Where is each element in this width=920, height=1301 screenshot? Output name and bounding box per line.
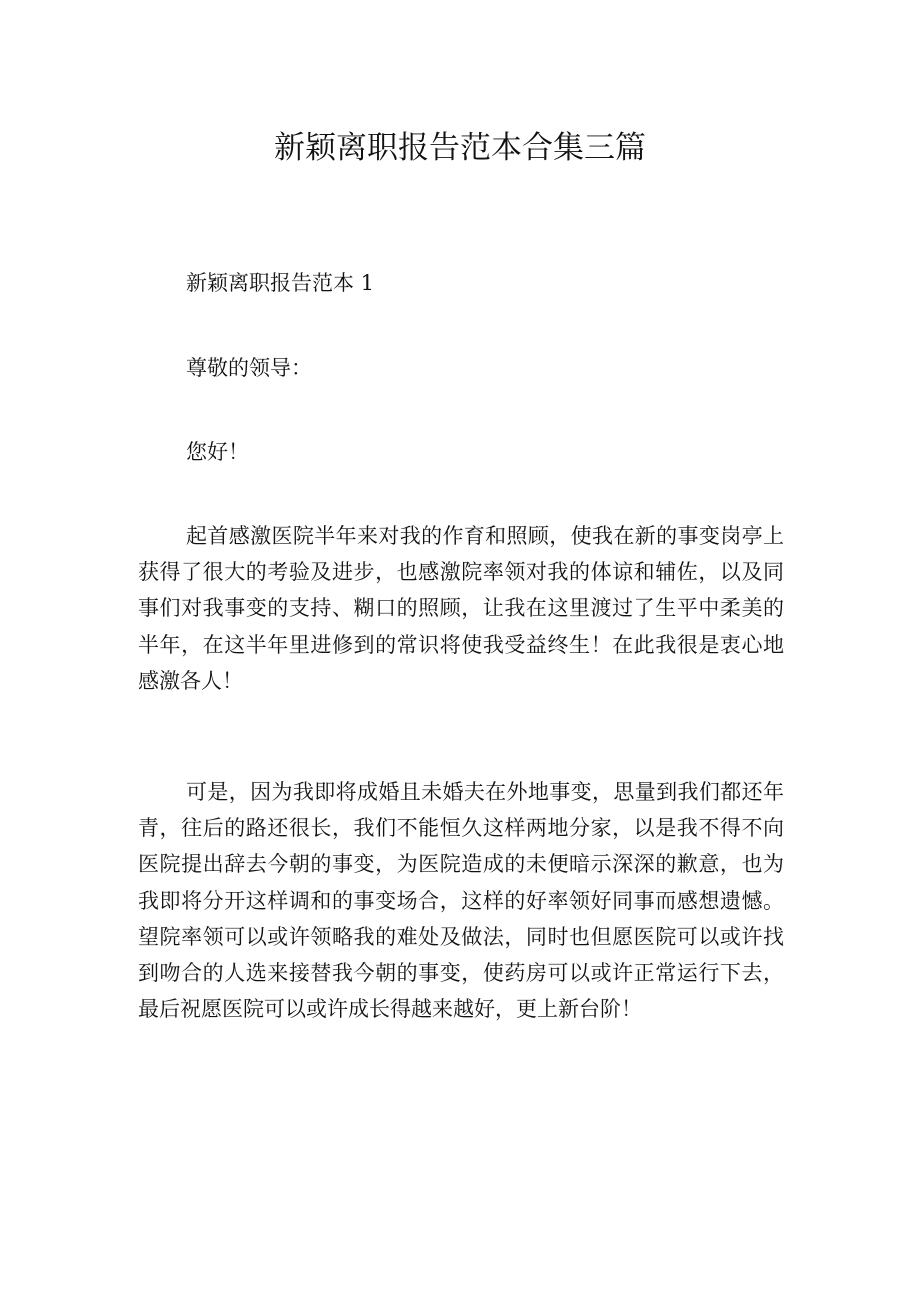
body-paragraph: 可是，因为我即将成婚且未婚夫在外地事变，思量到我们都还年青，往后的路还很长，我们不能恒久这样两地分家，以是我不得不向医院提出辞去今朝的事变，为医院造成的未便暗示深深的歉意，也为我即将分开这样调和的事变场合，这样的好率领好同事而感想遗憾。望院率领可以或许领略我的难处及做法，同时也但愿医院可以或许找到吻合的人选来接替我今朝的事变，使药房可以或许正常运行下去，最后祝愿医院可以或许成长得越来越好，更上新台阶！: [138, 780, 784, 1022]
document-title: 新颖离职报告范本合集三篇: [274, 130, 646, 166]
greeting: 您好！: [186, 440, 249, 464]
body-paragraph: 起首感激医院半年来对我的作育和照顾，使我在新的事变岗亭上获得了很大的考验及进步，也感激院率领对我的体谅和辅佐，以及同事们对我事变的支持、糊口的照顾，让我在这里渡过了生平中柔美的半年，在这半年里进修到的常识将使我受益终生！在此我很是衷心地感激各人！: [138, 524, 784, 693]
salutation: 尊敬的领导：: [186, 356, 312, 380]
section-heading: 新颖离职报告范本 1: [186, 271, 375, 295]
